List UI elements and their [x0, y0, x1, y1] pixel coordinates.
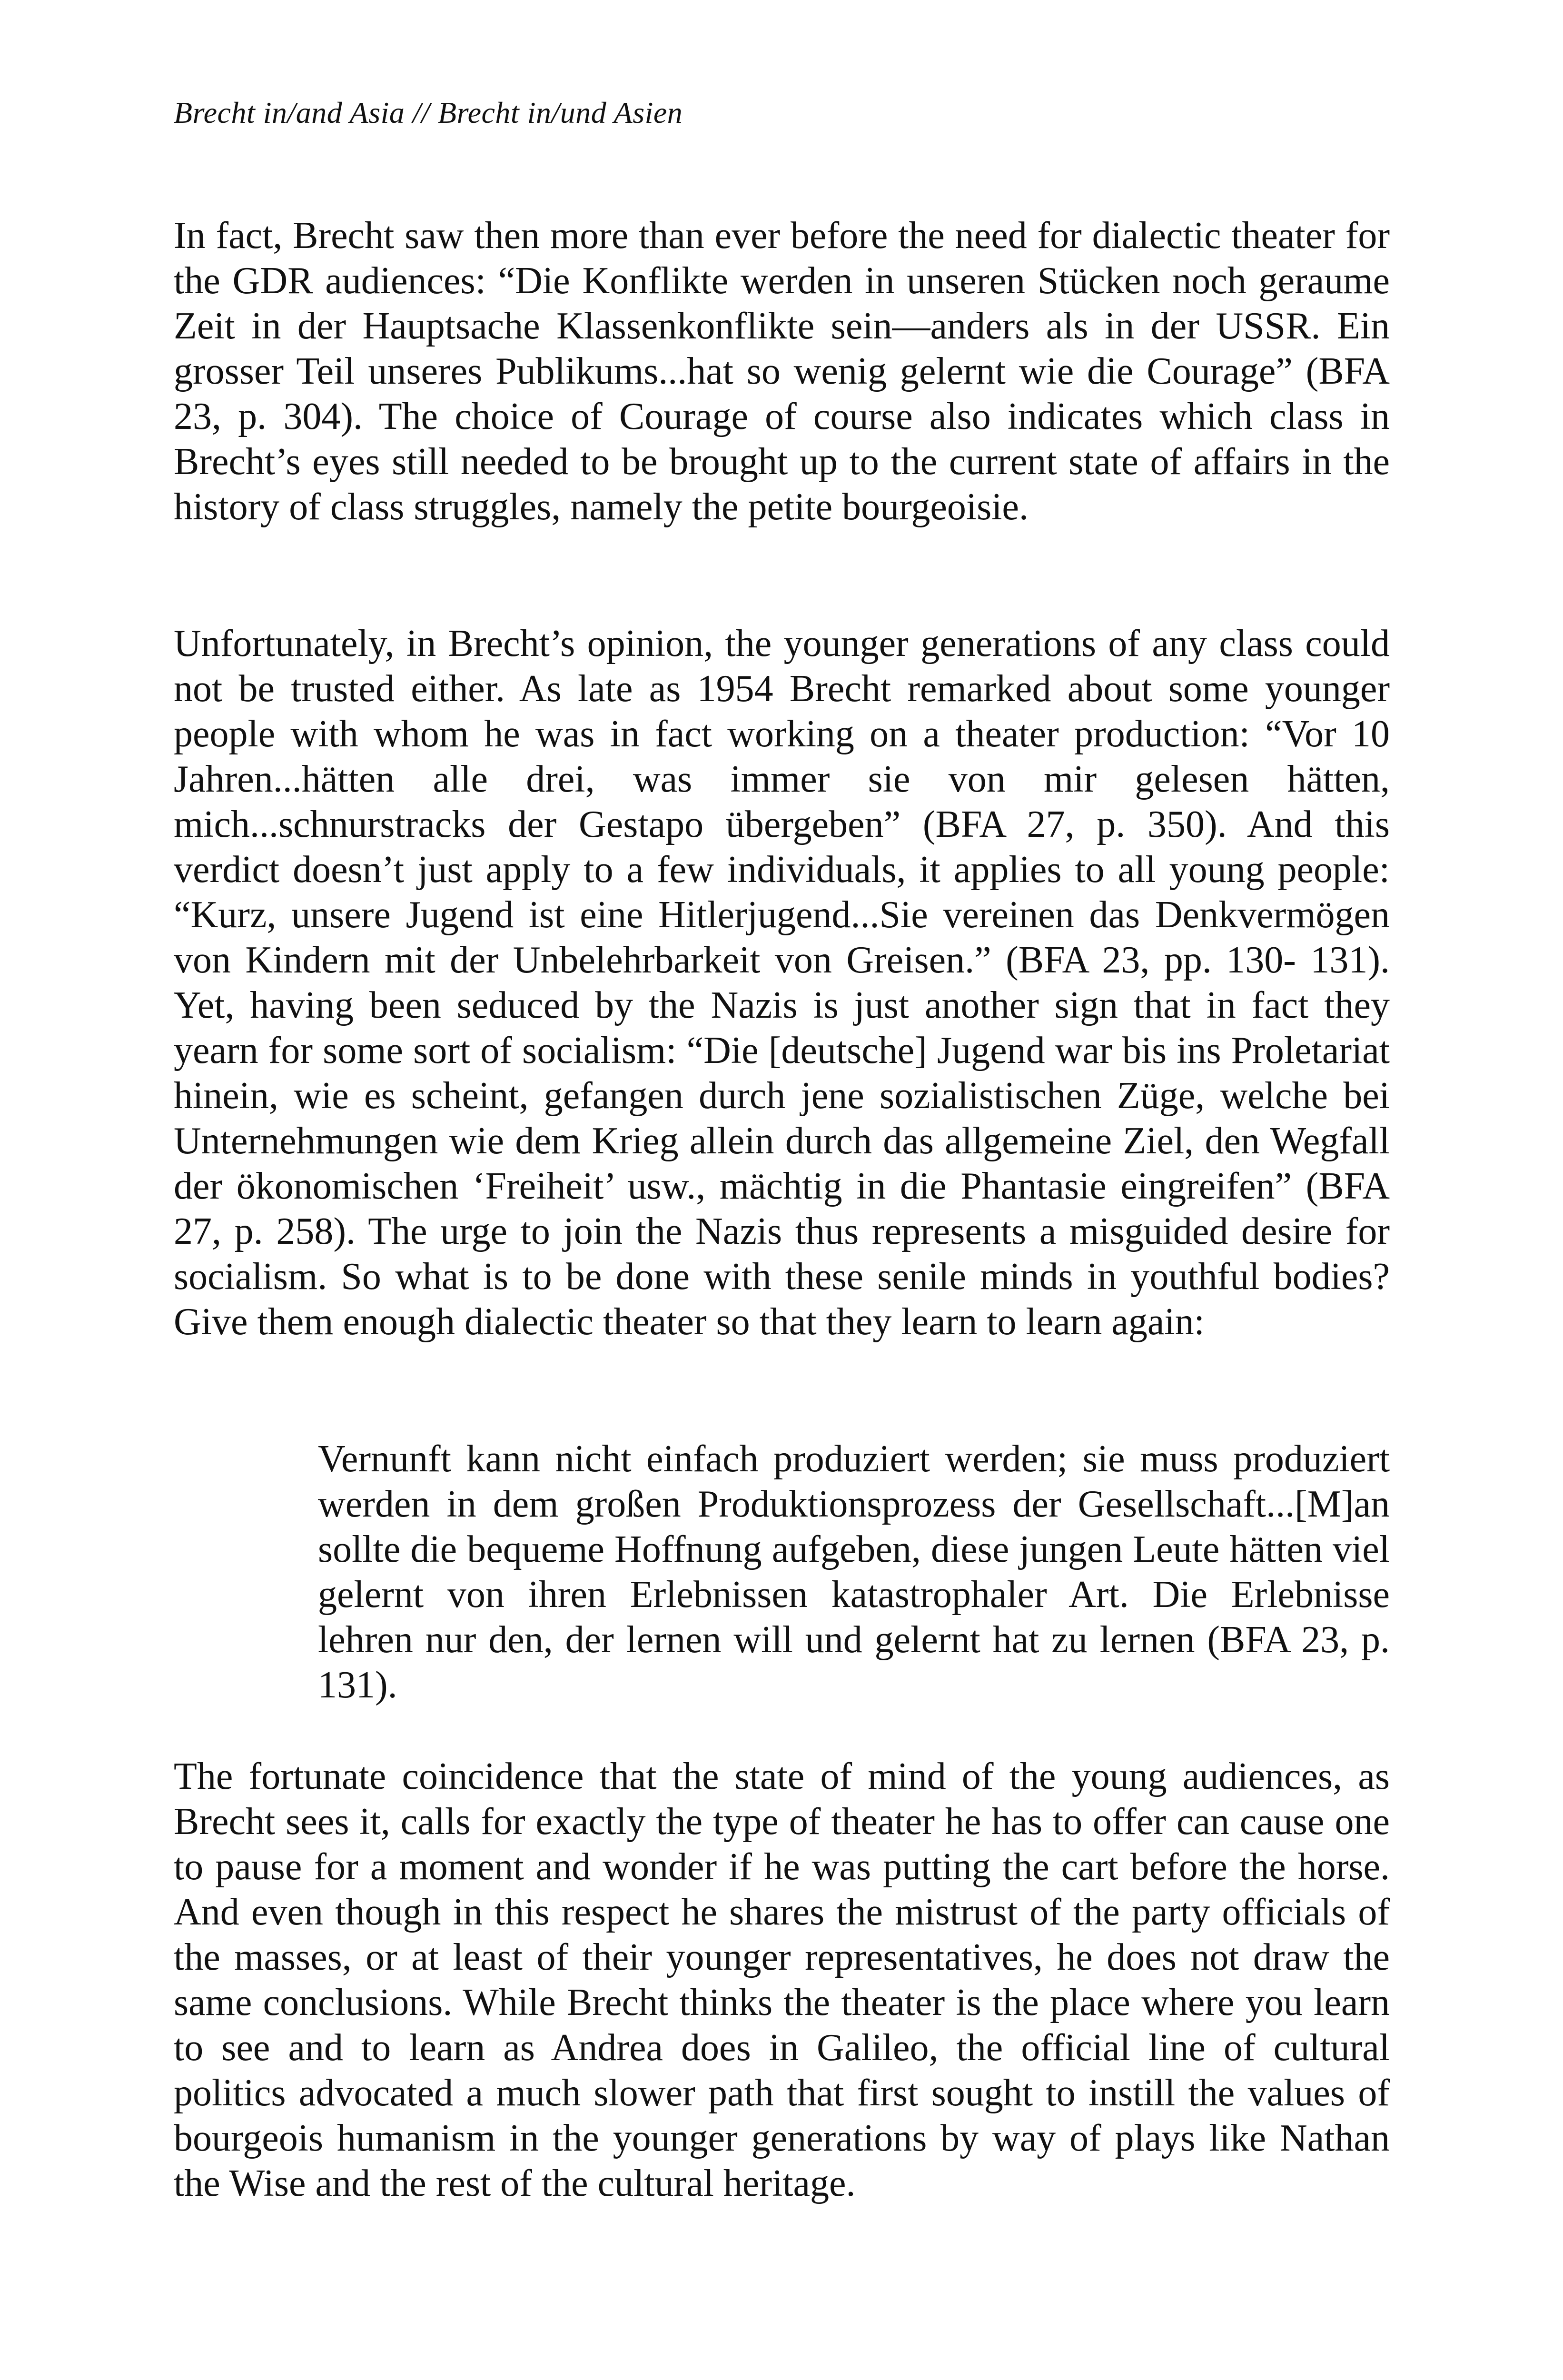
paragraph-1: In fact, Brecht saw then more than ever before the need for dialectic theater for the GDR audiences: “Die Konflikte werden in unseren Stücken noch geraume Zeit in der Hauptsache Klassenkonflikte sein—anders als in der USSR. Ein grosser Teil unseres Publikums...hat so wenig gelernt wie die Courage” (BFA 23, p. 304). The choice of Courage of course also indicates which class in Brecht’s eyes still needed to be brought up to the current state of affairs in the history of class struggles, namely the petite bourgeoisie. [174, 215, 1390, 528]
paragraph-3: The fortunate coincidence that the state of mind of the young audiences, as Brecht sees it, calls for exactly the type of theater he has to offer can cause one to pause for a moment and wonder if he was putting the cart before the horse. And even though in this respect he shares the mistrust of the party officials of the masses, or at least of their younger representatives, he does not draw the same conclusions. While Brecht thinks the theater is the place where you learn to see and to learn as Andrea does in Galileo, the official line of cultural politics advocated a much slower path that first sought to instill the values of bourgeois humanism in the younger generations by way of plays like Nathan the Wise and the rest of the cultural heritage. [174, 1755, 1390, 2204]
paragraph-2: Unfortunately, in Brecht’s opinion, the younger generations of any class could not be trusted either. As late as 1954 Brecht remarked about some younger people with whom he was in fact working on a theater production: “Vor 10 Jahren...hätten alle drei, was immer sie von mir gelesen hätten, mich...schnurstracks der Gestapo übergeben” (BFA 27, p. 350). And this verdict doesn’t just apply to a few individuals, it applies to all young people: “Kurz, unsere Jugend ist eine Hitlerjugend...Sie vereinen das Denkvermögen von Kindern mit der Unbelehrbarkeit von Greisen.” (BFA 23, pp. 130- 131). Yet, having been seduced by the Nazis is just another sign that in fact they yearn for some sort of socialism: “Die [deutsche] Jugend war bis ins Proletariat hinein, wie es scheint, gefangen durch jene sozialistischen Züge, welche bei Unternehmungen wie dem Krieg allein durch das allgemeine Ziel, den Wegfall der ökonomischen ‘Freiheit’ usw., mächtig in die Phantasie eingreifen” (BFA 27, p. 258). The urge to join the Nazis thus represents a misguided desire for socialism. So what is to be done with these senile minds in youthful bodies? Give them enough dialectic theater so that they learn to learn again: [174, 623, 1390, 1343]
block-quote: Vernunft kann nicht einfach produziert werden; sie muss produziert werden in dem großen Produktionsprozess der Gesellschaft...[M]an sollte die bequeme Hoffnung aufgeben, diese jungen Leute hätten viel gelernt von ihren Erlebnissen katastrophaler Art. Die Erlebnisse lehren nur den, der lernen will und gelernt hat zu lernen (BFA 23, p. 131). [318, 1438, 1390, 1706]
running-head: Brecht in/and Asia // Brecht in/und Asien [174, 96, 683, 129]
